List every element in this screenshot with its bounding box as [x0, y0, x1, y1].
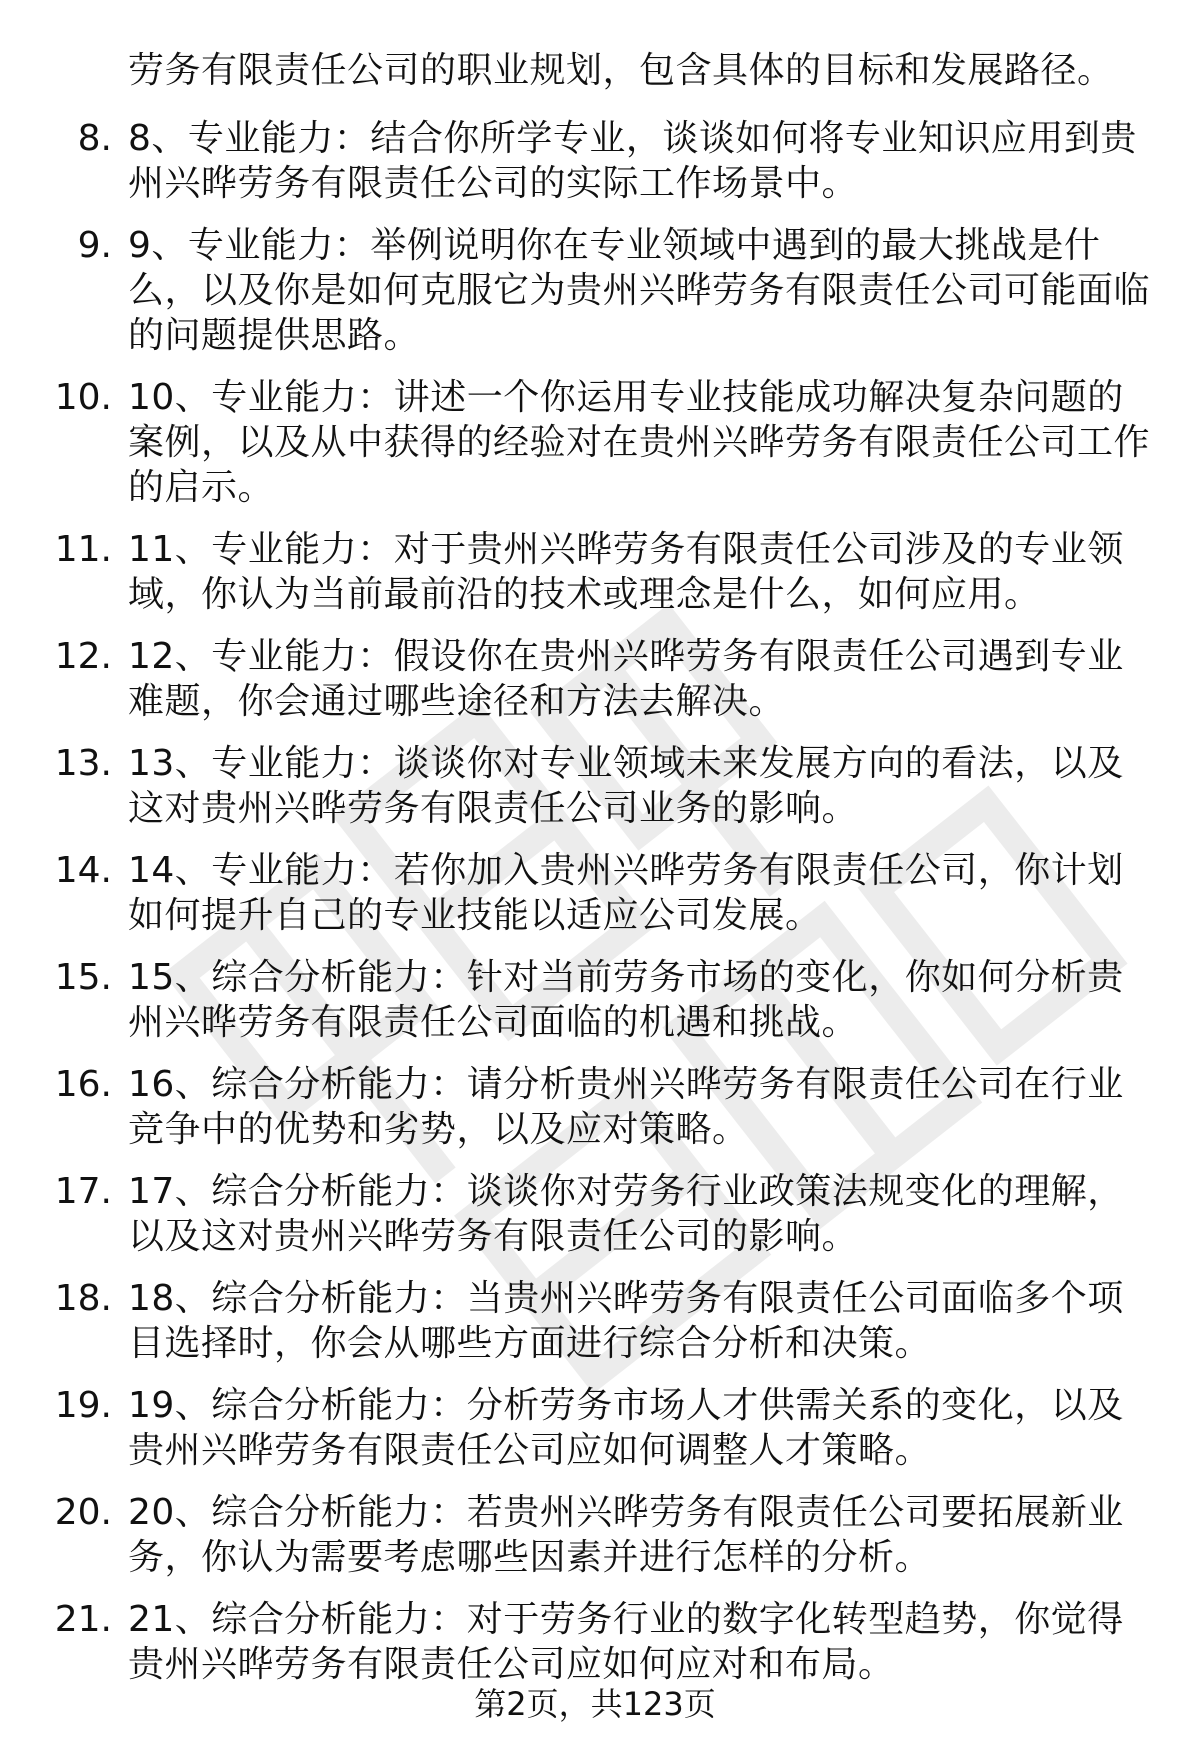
list-item-number: 14. [54, 850, 112, 891]
list-item-text: 9、专业能力：举例说明你在专业领域中遇到的最大挑战是什么，以及你是如何克服它为贵州兴晔劳务有限责任公司可能面临的问题提供思路。 [128, 225, 1151, 356]
list-item-text: 19、综合分析能力：分析劳务市场人才供需关系的变化，以及贵州兴晔劳务有限责任公司应如何调整人才策略。 [128, 1385, 1124, 1471]
question-list [0, 116, 1190, 1704]
list-item-text: 21、综合分析能力：对于劳务行业的数字化转型趋势，你觉得贵州兴晔劳务有限责任公司应如何应对和布局。 [128, 1599, 1124, 1685]
list-item-number: 16. [54, 1064, 112, 1105]
list-item-text: 12、专业能力：假设你在贵州兴晔劳务有限责任公司遇到专业难题，你会通过哪些途径和方法去解决。 [128, 636, 1124, 722]
list-item-text: 20、综合分析能力：若贵州兴晔劳务有限责任公司要拓展新业务，你认为需要考虑哪些因素并进行怎样的分析。 [128, 1492, 1124, 1578]
list-item [0, 1062, 1190, 1152]
list-item-number: 19. [54, 1385, 112, 1426]
list-item [0, 1276, 1190, 1366]
list-item-number: 18. [54, 1278, 112, 1319]
page-footer: 第2页，共123页 [474, 1685, 716, 1723]
list-item-text: 13、专业能力：谈谈你对专业领域未来发展方向的看法，以及这对贵州兴晔劳务有限责任公司业务的影响。 [128, 743, 1124, 829]
list-item-number: 12. [54, 636, 112, 677]
list-item-text: 18、综合分析能力：当贵州兴晔劳务有限责任公司面临多个项目选择时，你会从哪些方面进行综合分析和决策。 [128, 1278, 1124, 1364]
list-item [0, 634, 1190, 724]
list-item-text: 16、综合分析能力：请分析贵州兴晔劳务有限责任公司在行业竞争中的优势和劣势，以及应对策略。 [128, 1064, 1124, 1150]
list-item [0, 375, 1190, 510]
list-item-number: 21. [54, 1599, 112, 1640]
list-item-text: 11、专业能力：对于贵州兴晔劳务有限责任公司涉及的专业领域，你认为当前最前沿的技术或理念是什么，如何应用。 [128, 529, 1124, 615]
list-item-text: 10、专业能力：讲述一个你运用专业技能成功解决复杂问题的案例，以及从中获得的经验对在贵州兴晔劳务有限责任公司工作的启示。 [128, 377, 1151, 508]
list-item [0, 1597, 1190, 1687]
list-item [0, 741, 1190, 831]
list-item-text: 14、专业能力：若你加入贵州兴晔劳务有限责任公司，你计划如何提升自己的专业技能以适应公司发展。 [128, 850, 1124, 936]
list-item-number: 15. [54, 957, 112, 998]
list-item-text: 15、综合分析能力：针对当前劳务市场的变化，你如何分析贵州兴晔劳务有限责任公司面临的机遇和挑战。 [128, 957, 1124, 1043]
list-item-text: 17、综合分析能力：谈谈你对劳务行业政策法规变化的理解，以及这对贵州兴晔劳务有限责任公司的影响。 [128, 1171, 1124, 1257]
continuation-text: 劳务有限责任公司的职业规划，包含具体的目标和发展路径。 [128, 50, 1114, 91]
list-item [0, 1383, 1190, 1473]
list-item [0, 848, 1190, 938]
list-item-number: 11. [54, 529, 112, 570]
list-item-number: 9. [77, 225, 112, 266]
list-item-number: 20. [54, 1492, 112, 1533]
list-item-number: 17. [54, 1171, 112, 1212]
list-item [0, 1490, 1190, 1580]
list-item [0, 116, 1190, 206]
list-item-number: 10. [54, 377, 112, 418]
list-item-number: 13. [54, 743, 112, 784]
list-item [0, 527, 1190, 617]
list-item-number: 8. [77, 118, 112, 159]
list-item [0, 223, 1190, 358]
list-item [0, 955, 1190, 1045]
list-item [0, 1169, 1190, 1259]
list-item-text: 8、专业能力：结合你所学专业，谈谈如何将专业知识应用到贵州兴晔劳务有限责任公司的实际工作场景中。 [128, 118, 1137, 204]
